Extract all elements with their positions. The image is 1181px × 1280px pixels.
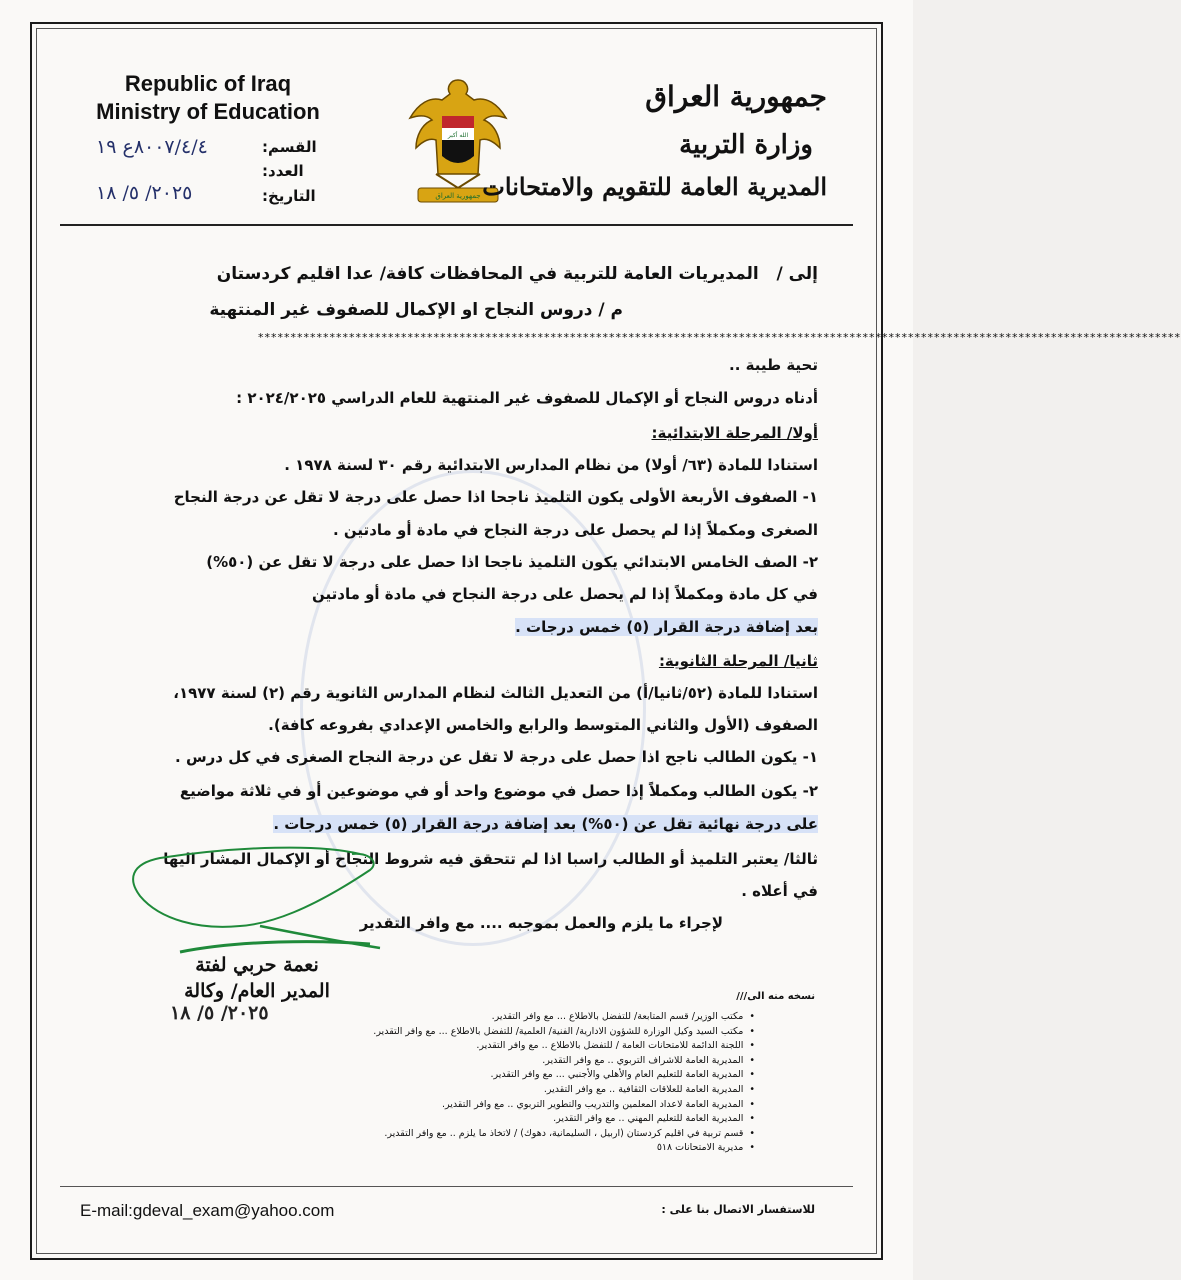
cc-item: • المديرية العامة للعلاقات الثقافية .. مع وافر التقدير. <box>373 1083 755 1098</box>
arabic-country: جمهورية العراق <box>645 80 827 113</box>
section2-title: ثانيا/ المرحلة الثانوية: <box>658 652 818 670</box>
emblem-text: الله أكبر <box>447 132 469 139</box>
cc-item: • المديرية العامة للتعليم العام والأهلي والأجنبي ... مع وافر التقدير. <box>373 1068 755 1083</box>
to-text: المديريات العامة للتربية في المحافظات كافة/ عدا اقليم كردستان <box>216 264 759 284</box>
cc-item: • المديرية العامة لاعداد المعلمين والتدريب والتطوير التربوي .. مع وافر التقدير. <box>373 1098 755 1113</box>
cc-item: • مكتب السيد وكيل الوزارة للشؤون الادارية/ الفنية/ العلمية/ للتفضل بالاطلاع ... مع وافر التقدير. <box>373 1025 755 1040</box>
section1-title: أولا/ المرحلة الابتدائية: <box>651 424 818 442</box>
cc-title: نسخه منه الى/// <box>736 991 815 1002</box>
header-divider <box>60 224 853 226</box>
closing-line: لإجراء ما يلزم والعمل بموجبه .... مع وافر التقدير <box>359 914 723 932</box>
subject-line: م / دروس النجاح او الإكمال للصفوف غير المنتهية <box>209 300 623 320</box>
section2-item2-a: ٢- يكون الطالب ومكملاً إذا حصل في موضوع واحد أو في موضوعين أو في ثلاثة مواضيع <box>179 782 818 800</box>
cc-list <box>373 1010 755 1156</box>
section2-basis-b: الصفوف (الأول والثاني المتوسط والرابع والخامس الإعدادي بفروعه كافة). <box>268 716 818 734</box>
section1-item1-a: ١- الصفوف الأربعة الأولى يكون التلميذ ناجحا اذا حصل على درجة لا تقل عن درجة النجاح <box>173 488 818 506</box>
cc-item: • اللجنة الدائمة للامتحانات العامة / للتفضل بالاطلاع .. مع وافر التقدير. <box>373 1039 755 1054</box>
date-value: ٢٠٢٥/ ٥/ ١٨ <box>96 182 193 204</box>
arabic-directorate: المديرية العامة للتقويم والامتحانات <box>482 172 827 201</box>
date-label: التاريخ: <box>262 187 316 205</box>
recipient-line <box>217 264 818 284</box>
cc-item: • المديرية العامة للتعليم المهني .. مع وافر التقدير. <box>373 1112 755 1127</box>
section-label: القسم: <box>262 138 317 156</box>
stars-divider: ********************************************************************************************************************************************** <box>258 331 1181 344</box>
header-country: Republic of Iraq <box>124 71 292 96</box>
intro: أدناه دروس النجاح أو الإكمال للصفوف غير المنتهية للعام الدراسي ٢٠٢٤/٢٠٢٥ : <box>236 389 818 407</box>
number-label: العدد: <box>262 162 304 180</box>
section1-item2-c <box>515 618 818 636</box>
signatory-title: المدير العام/ وكالة <box>184 980 330 1002</box>
signatory-name: نعمة حربي لفتة <box>195 954 319 976</box>
english-header <box>78 70 338 126</box>
section1-item2-b: في كل مادة ومكملاً إذا لم يحصل على درجة النجاح في مادة أو مادتين <box>312 585 818 603</box>
section2-item2-b-text: على درجة نهائية تقل عن (٥٠%) بعد إضافة درجة القرار (٥) خمس درجات . <box>273 815 818 833</box>
signature-block <box>162 952 352 1004</box>
footer-email: E-mail:gdeval_exam@yahoo.com <box>80 1201 335 1220</box>
greeting: تحية طيبة .. <box>729 356 818 374</box>
cc-item: • مديرية الامتحانات ٥١٨ <box>373 1141 755 1156</box>
section2-basis-a: استنادا للمادة (٥٢/ثانيا/أ) من التعديل الثالث لنظام المدارس الثانوية رقم (٢) لسنة ١٩٧٧، <box>173 684 818 702</box>
section2-item2-b <box>273 815 818 833</box>
cc-item: • المديرية العامة للاشراف التربوي .. مع وافر التقدير. <box>373 1054 755 1069</box>
section1-item2-a: ٢- الصف الخامس الابتدائي يكون التلميذ ناجحا اذا حصل على درجة لا تقل عن (٥٠%) <box>206 553 818 571</box>
to-prefix: إلى / <box>776 264 818 284</box>
section3-b: في أعلاه . <box>741 882 818 900</box>
section1-item2-c-text: بعد إضافة درجة القرار (٥) خمس درجات . <box>515 618 818 636</box>
footer-contact: للاستفسار الاتصال بنا على : <box>661 1203 815 1216</box>
emblem-ribbon: جمهورية العراق <box>435 192 481 200</box>
footer-divider <box>60 1186 853 1187</box>
header-ministry: Ministry of Education <box>96 99 320 124</box>
green-pen-mark-icon <box>120 840 420 960</box>
arabic-ministry: وزارة التربية <box>679 130 813 160</box>
cc-item: • قسم تربية في اقليم كردستان (اربيل ، السليمانية، دهوك) / لاتخاذ ما يلزم .. مع وافر التقدير. <box>373 1127 755 1142</box>
section1-basis: استنادا للمادة (٦٣/ أولا) من نظام المدارس الابتدائية رقم ٣٠ لسنة ١٩٧٨ . <box>284 456 818 474</box>
section-value: ٨٠٠٧/٤/٤ع ١٩ <box>96 136 208 158</box>
cc-item: • مكتب الوزير/ قسم المتابعة/ للتفضل بالاطلاع ... مع وافر التقدير. <box>373 1010 755 1025</box>
signature-date: ٢٠٢٥/ ٥/ ١٨ <box>170 1002 269 1024</box>
section2-item1: ١- يكون الطالب ناجح اذا حصل على درجة لا تقل عن درجة النجاح الصغرى في كل درس . <box>175 748 818 766</box>
section1-item1-b: الصغرى ومكملاً إذا لم يحصل على درجة النجاح في مادة أو مادتين . <box>333 521 818 539</box>
section3-a: ثالثا/ يعتبر التلميذ أو الطالب راسبا اذا لم تتحقق فيه شروط النجاح أو الإكمال المشار اليها <box>163 850 818 868</box>
